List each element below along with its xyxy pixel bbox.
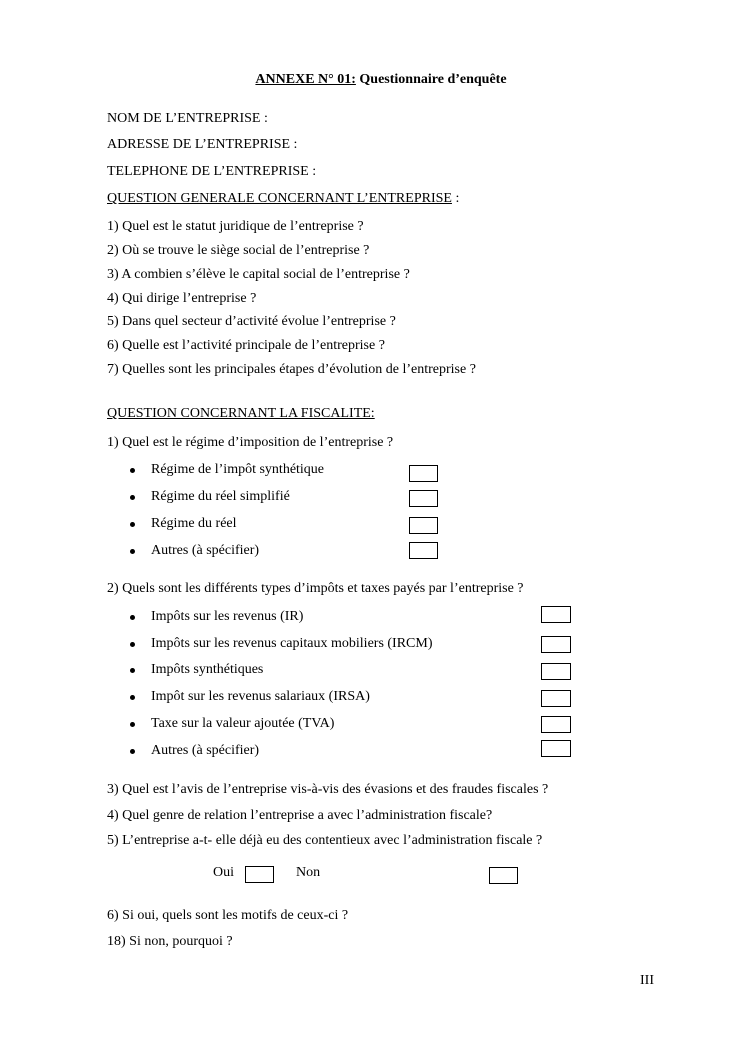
tax-option-6-checkbox[interactable] bbox=[541, 740, 571, 757]
company-address-field: ADRESSE DE L’ENTREPRISE : bbox=[107, 137, 298, 152]
regime-option-1-label: Régime de l’impôt synthétique bbox=[151, 462, 325, 477]
title-prefix: ANNEXE N° 01: bbox=[255, 72, 356, 87]
tax-option-5-checkbox[interactable] bbox=[541, 716, 571, 733]
section-general-heading bbox=[107, 191, 459, 207]
general-question-3: 3) A combien s’élève le capital social de l’entreprise ? bbox=[107, 267, 410, 282]
fiscal-question-18: 18) Si non, pourquoi ? bbox=[107, 934, 233, 949]
general-question-2: 2) Où se trouve le siège social de l’entreprise ? bbox=[107, 243, 370, 258]
fiscal-question-1: 1) Quel est le régime d’imposition de l’entreprise ? bbox=[107, 435, 394, 450]
fiscal-question-4: 4) Quel genre de relation l’entreprise a avec l’administration fiscale? bbox=[107, 808, 493, 823]
tax-option-5-label: Taxe sur la valeur ajoutée (TVA) bbox=[151, 716, 335, 731]
tax-option-3-label: Impôts synthétiques bbox=[151, 662, 264, 677]
general-question-6: 6) Quelle est l’activité principale de l’entreprise ? bbox=[107, 338, 385, 353]
bullet-icon bbox=[130, 722, 135, 727]
regime-option-3-label: Régime du réel bbox=[151, 516, 237, 531]
tax-option-1-checkbox[interactable] bbox=[541, 606, 571, 623]
tax-option-4-label: Impôt sur les revenus salariaux (IRSA) bbox=[151, 689, 370, 704]
regime-option-3-checkbox[interactable] bbox=[409, 517, 438, 534]
general-question-1: 1) Quel est le statut juridique de l’entreprise ? bbox=[107, 219, 364, 234]
yes-label: Oui bbox=[213, 865, 234, 880]
bullet-icon bbox=[130, 495, 135, 500]
bullet-icon bbox=[130, 695, 135, 700]
regime-option-4-checkbox[interactable] bbox=[409, 542, 438, 559]
regime-option-2-checkbox[interactable] bbox=[409, 490, 438, 507]
section-general-heading-text: QUESTION GENERALE CONCERNANT L’ENTREPRISE bbox=[107, 191, 452, 206]
no-checkbox[interactable] bbox=[489, 867, 518, 884]
bullet-icon bbox=[130, 615, 135, 620]
section-general-heading-suffix: : bbox=[451, 191, 460, 206]
general-question-7: 7) Quelles sont les principales étapes d’évolution de l’entreprise ? bbox=[107, 362, 476, 377]
general-question-4: 4) Qui dirige l’entreprise ? bbox=[107, 291, 257, 306]
bullet-icon bbox=[130, 549, 135, 554]
tax-option-2-label: Impôts sur les revenus capitaux mobiliers (IRCM) bbox=[151, 636, 433, 651]
regime-option-2-label: Régime du réel simplifié bbox=[151, 489, 290, 504]
fiscal-question-6: 6) Si oui, quels sont les motifs de ceux-ci ? bbox=[107, 908, 349, 923]
company-name-field: NOM DE L’ENTREPRISE : bbox=[107, 111, 268, 126]
no-label: Non bbox=[296, 865, 321, 880]
regime-option-1-checkbox[interactable] bbox=[409, 465, 438, 482]
company-phone-field: TELEPHONE DE L’ENTREPRISE : bbox=[107, 164, 317, 179]
page-number: III bbox=[640, 973, 654, 988]
tax-option-1-label: Impôts sur les revenus (IR) bbox=[151, 609, 304, 624]
tax-option-4-checkbox[interactable] bbox=[541, 690, 571, 707]
fiscal-question-2: 2) Quels sont les différents types d’impôts et taxes payés par l’entreprise ? bbox=[107, 581, 524, 596]
bullet-icon bbox=[130, 668, 135, 673]
page-title bbox=[0, 71, 744, 89]
bullet-icon bbox=[130, 749, 135, 754]
yes-checkbox[interactable] bbox=[245, 866, 274, 883]
fiscal-question-5: 5) L’entreprise a-t- elle déjà eu des contentieux avec l’administration fiscale ? bbox=[107, 833, 543, 848]
tax-option-6-label: Autres (à spécifier) bbox=[151, 743, 260, 758]
bullet-icon bbox=[130, 522, 135, 527]
general-question-5: 5) Dans quel secteur d’activité évolue l’entreprise ? bbox=[107, 314, 396, 329]
tax-option-3-checkbox[interactable] bbox=[541, 663, 571, 680]
title-text: Questionnaire d’enquête bbox=[355, 72, 507, 87]
bullet-icon bbox=[130, 642, 135, 647]
regime-option-4-label: Autres (à spécifier) bbox=[151, 543, 260, 558]
bullet-icon bbox=[130, 468, 135, 473]
fiscal-question-3: 3) Quel est l’avis de l’entreprise vis-à-vis des évasions et des fraudes fiscales ? bbox=[107, 782, 549, 797]
tax-option-2-checkbox[interactable] bbox=[541, 636, 571, 653]
section-fiscal-heading: QUESTION CONCERNANT LA FISCALITE: bbox=[107, 406, 375, 421]
